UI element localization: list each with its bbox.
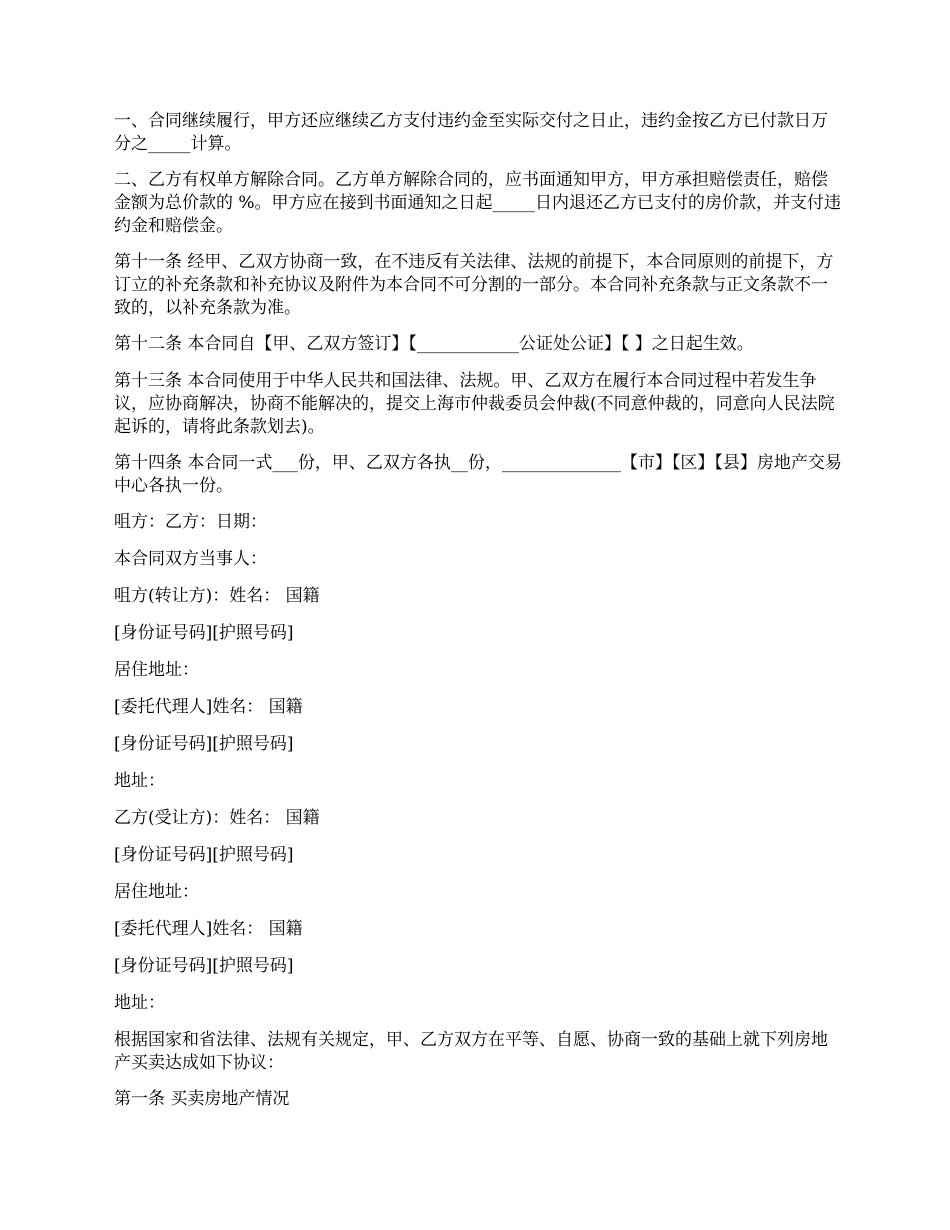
party-a-name-line: 咀方(转让方)：姓名： 国籍: [114, 586, 320, 606]
agreement-intro: 根据国家和省法律、法规有关规定，甲、乙方双方在平等、自愿、协商一致的基础上就下列房地产买卖达成如下协议：: [114, 1030, 828, 1073]
party-b-agent-address-line: 地址：: [114, 993, 165, 1013]
party-a-id-line: [身份证号码][护照号码]: [114, 623, 294, 643]
clause-penalty-continue: 一、合同继续履行，甲方还应继续乙方支付违约金至实际交付之日止，违约金按乙方已付款日万分之_____计算。: [114, 111, 828, 154]
signature-line: 咀方：乙方：日期：: [114, 512, 267, 532]
party-b-id-line: [身份证号码][护照号码]: [114, 845, 294, 865]
party-a-agent-address-line: 地址：: [114, 771, 165, 791]
article-1-heading: 第一条 买卖房地产情况: [114, 1089, 290, 1109]
party-b-address-line: 居住地址：: [114, 882, 199, 902]
article-12: 第十二条 本合同自【甲、乙双方签订】【____________公证处公证】【 】之日起生效。: [114, 334, 754, 354]
parties-heading: 本合同双方当事人：: [114, 549, 267, 569]
party-a-agent-id-line: [身份证号码][护照号码]: [114, 734, 294, 754]
article-14: 第十四条 本合同一式___份，甲、乙双方各执__份，______________【市】【区】【县】房地产交易中心各执一份。: [114, 453, 842, 496]
document-body: [114, 110, 842, 1125]
party-a-agent-line: [委托代理人]姓名： 国籍: [114, 697, 303, 717]
party-a-address-line: 居住地址：: [114, 660, 199, 680]
party-b-agent-id-line: [身份证号码][护照号码]: [114, 956, 294, 976]
party-b-agent-line: [委托代理人]姓名： 国籍: [114, 919, 303, 939]
article-13: 第十三条 本合同使用于中华人民共和国法律、法规。甲、乙双方在履行本合同过程中若发生争议，应协商解决，协商不能解决的，提交上海市仲裁委员会仲裁(不同意仲裁的，同意向人民法院起诉的，请将此条款划去)。: [114, 371, 835, 437]
article-11: 第十一条 经甲、乙双方协商一致，在不违反有关法律、法规的前提下，本合同原则的前提下，方订立的补充条款和补充协议及附件为本合同不可分割的一部分。本合同补充条款与正文条款不一致的，以补充条款为准。: [114, 252, 834, 318]
clause-termination-right: 二、乙方有权单方解除合同。乙方单方解除合同的，应书面通知甲方，甲方承担赔偿责任，赔偿金额为总价款的 %。甲方应在接到书面通知之日起_____日内退还乙方已支付的房价款，并支付违约金和赔偿金。: [114, 170, 842, 236]
party-b-name-line: 乙方(受让方)：姓名： 国籍: [114, 808, 320, 828]
